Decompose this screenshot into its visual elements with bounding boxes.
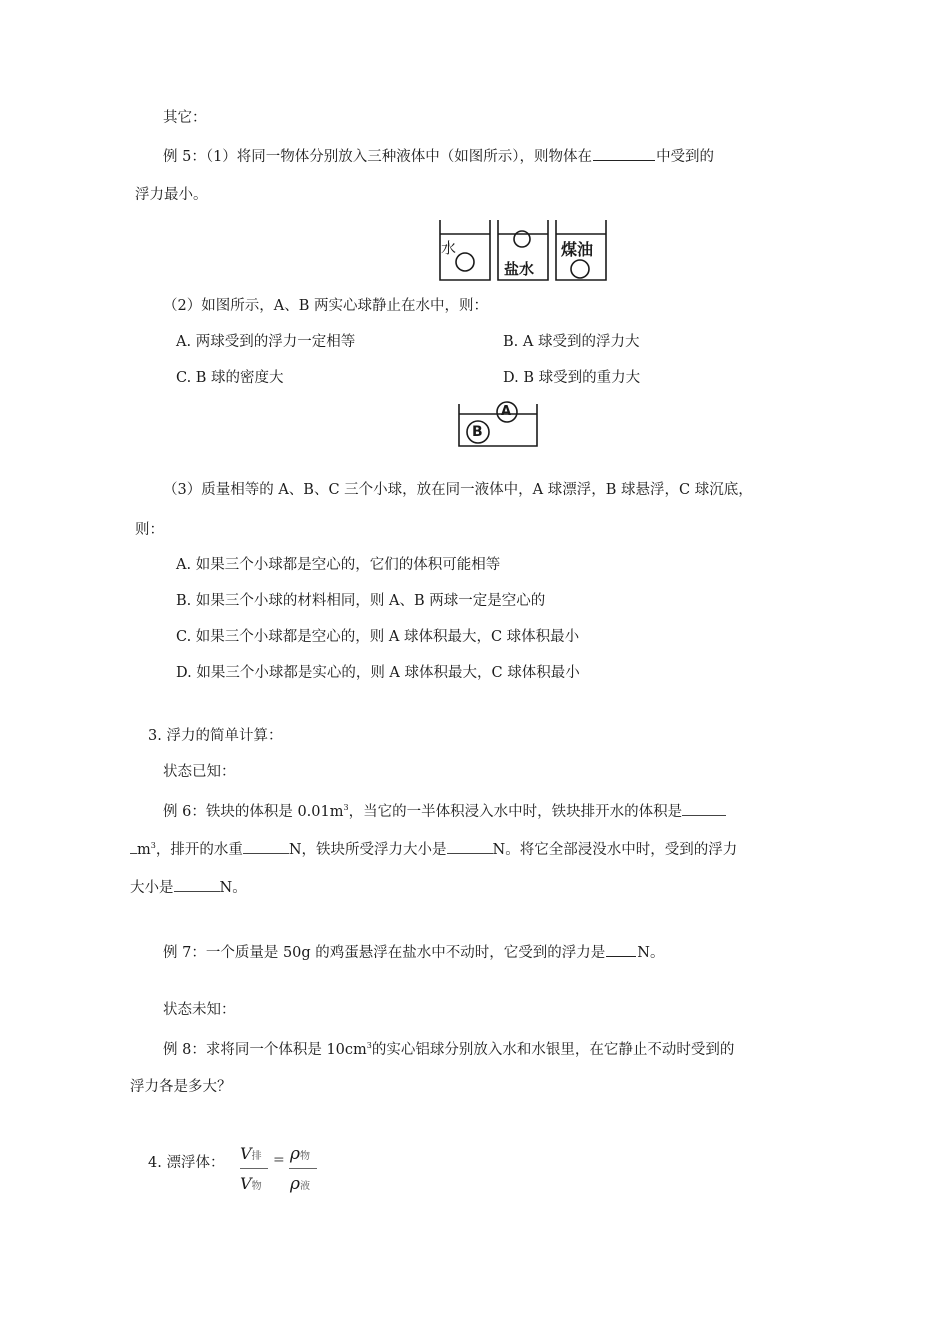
- ex6-line1: [163, 798, 726, 822]
- ex5-q2-option-c[interactable]: C. B 球的密度大: [176, 370, 284, 386]
- ex6-text-e: N，铁块所受浮力大小是: [288, 842, 447, 858]
- ex6-blank-volume-part1[interactable]: [682, 800, 726, 816]
- label-water: 水: [441, 239, 457, 257]
- ex6-text-c: m: [137, 842, 151, 858]
- ex5-q3-option-a[interactable]: A. 如果三个小球都是空心的，它们的体积可能相等: [176, 557, 501, 573]
- ex6-text-b: ，当它的一半体积浸入水中时，铁块排开水的体积是: [348, 804, 683, 820]
- ex6-text-f: N。将它全部浸没水中时，受到的浮力: [492, 842, 738, 858]
- ex7-blank-buoyancy[interactable]: [606, 941, 636, 957]
- ex5-q2-option-d[interactable]: D. B 球受到的重力大: [503, 370, 641, 386]
- state-known-heading: 状态已知：: [163, 764, 236, 780]
- ex6-line2: [130, 836, 737, 860]
- section-3-title: 3. 浮力的简单计算：: [148, 728, 283, 744]
- ball-b-label: B: [472, 424, 483, 440]
- ex5-answer-blank[interactable]: [593, 145, 655, 161]
- formula-den-left: V物: [240, 1174, 262, 1193]
- formula-bar-left: [240, 1168, 268, 1169]
- formula-bar-right: [289, 1168, 317, 1169]
- ex8-line1: [163, 1036, 734, 1060]
- ex5-q2-option-a[interactable]: A. 两球受到的浮力一定相等: [176, 334, 356, 350]
- ex8-line2: 浮力各是多大？: [130, 1079, 232, 1095]
- ex5-q3-option-b[interactable]: B. 如果三个小球的材料相同，则 A、B 两球一定是空心的: [176, 593, 546, 609]
- ex5-q2-option-b[interactable]: B. A 球受到的浮力大: [503, 334, 640, 350]
- label-kerosene: 煤油: [561, 240, 594, 259]
- ab-balls-figure: [457, 400, 541, 448]
- ex5-q2-stem: （2）如图所示，A、B 两实心球静止在水中，则：: [163, 298, 488, 314]
- ex5-q3-option-d[interactable]: D. 如果三个小球都是实心的，则 A 球体积最大，C 球体积最小: [176, 665, 580, 681]
- ex5-text-b: 中受到的: [656, 149, 715, 165]
- formula-equals: =: [273, 1152, 285, 1168]
- state-unknown-heading: 状态未知：: [163, 1002, 236, 1018]
- ex8-text-b: 的实心铝球分别放入水和水银里，在它静止不动时受到的: [371, 1042, 735, 1058]
- ex8-text-a: 例 8：求将同一个体积是 10cm: [163, 1042, 367, 1058]
- ex7-text-b: N。: [637, 945, 665, 961]
- floating-body-formula: [240, 1144, 330, 1202]
- ex6-blank-buoyancy-half[interactable]: [447, 838, 493, 854]
- object-in-water: [456, 253, 474, 271]
- ex6-blank-weight[interactable]: [243, 838, 289, 854]
- ex7-text-a: 例 7：一个质量是 50g 的鸡蛋悬浮在盐水中不动时，它受到的浮力是: [163, 945, 606, 961]
- ex6-superscript-2: 3: [150, 841, 156, 850]
- formula-num-right: ρ物: [290, 1144, 310, 1164]
- ex5-text-a: 例 5：（1）将同一物体分别放入三种液体中（如图所示），则物体在: [163, 149, 593, 165]
- section-heading-other: 其它：: [163, 110, 207, 126]
- ex6-text-g: 大小是: [130, 880, 174, 896]
- formula-num-left: V排: [240, 1144, 262, 1163]
- ex7-line: [163, 941, 664, 963]
- ex5-line1: [163, 145, 714, 167]
- ex8-superscript: 3: [366, 1041, 372, 1050]
- ex5-line2: 浮力最小。: [135, 187, 208, 203]
- ex5-q3-option-c[interactable]: C. 如果三个小球都是空心的，则 A 球体积最大，C 球体积最小: [176, 629, 580, 645]
- ex5-q3-stem-2: 则：: [135, 522, 164, 538]
- ex6-text-h: N。: [219, 880, 247, 896]
- ex5-q3-stem-1: （3）质量相等的 A、B、C 三个小球，放在同一液体中，A 球漂浮，B 球悬浮，C 球沉底，: [163, 482, 753, 498]
- formula-den-right: ρ液: [290, 1174, 310, 1194]
- label-saltwater: 盐水: [504, 260, 535, 278]
- object-in-kerosene: [571, 260, 589, 278]
- ex6-superscript-1: 3: [343, 803, 349, 812]
- ball-a-label: A: [501, 404, 512, 419]
- ex6-blank-volume-part2[interactable]: [130, 838, 137, 854]
- ex6-blank-buoyancy-full[interactable]: [174, 876, 220, 892]
- section-4-title: 4. 漂浮体：: [148, 1155, 225, 1171]
- ex6-text-a: 例 6：铁块的体积是 0.01m: [163, 804, 344, 820]
- ex6-text-d: ，排开的水重: [155, 842, 243, 858]
- ex6-line3: [130, 876, 247, 898]
